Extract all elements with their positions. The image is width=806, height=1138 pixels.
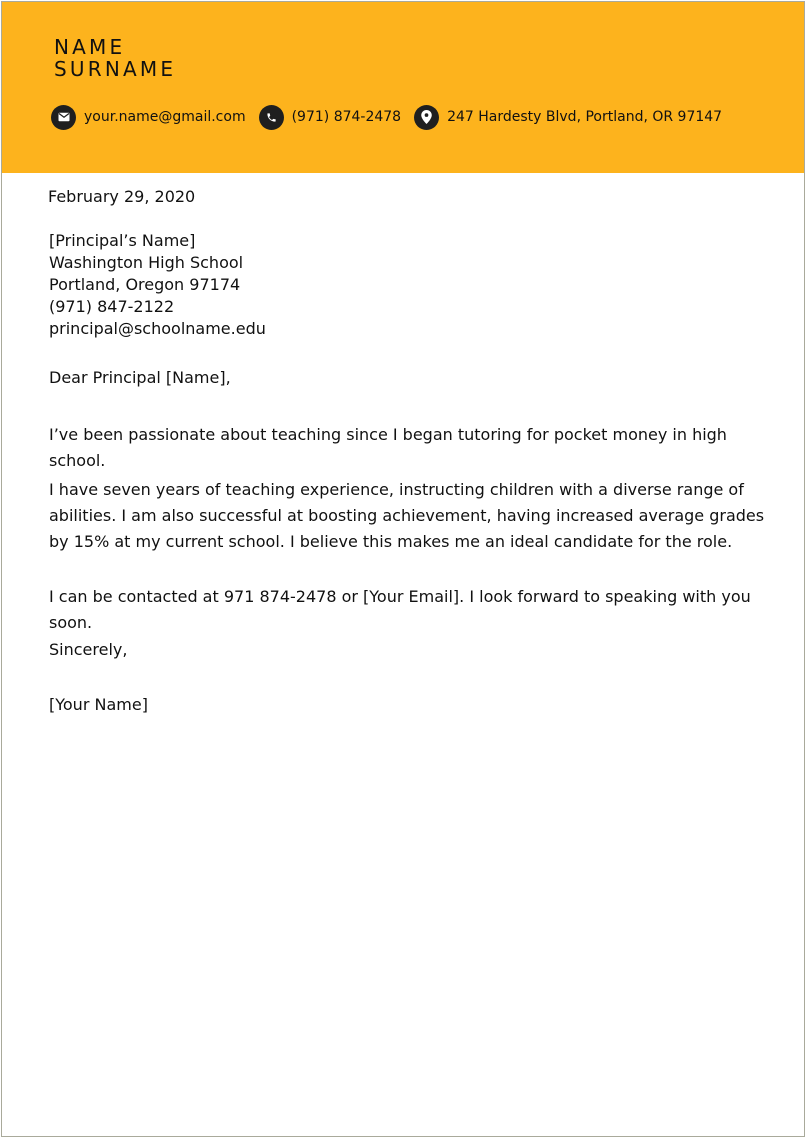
recipient-phone: (971) 847-2122 <box>49 297 175 316</box>
contact-address <box>414 105 722 130</box>
phone-text: (971) 874-2478 <box>291 109 402 125</box>
closing: Sincerely, <box>49 640 128 659</box>
surname: SURNAME <box>54 57 177 81</box>
salutation: Dear Principal [Name], <box>49 368 231 387</box>
recipient-city: Portland, Oregon 97174 <box>49 275 241 294</box>
location-pin-icon <box>414 105 439 130</box>
header-banner <box>2 2 804 173</box>
paragraph-contact: I can be contacted at 971 874-2478 or [Your Email]. I look forward to speaking with you soon. <box>49 587 751 632</box>
paragraph-experience: I have seven years of teaching experience, instructing children with a diverse range of abilities. I am also successful at boosting achievement, having increased average grades by 15% at my current school. I believe this makes me an ideal candidate for the role. <box>49 480 765 551</box>
email-icon <box>51 105 76 130</box>
email-text: your.name@gmail.com <box>84 109 246 125</box>
contact-email <box>51 105 246 130</box>
letter-page <box>1 1 805 1137</box>
address-text: 247 Hardesty Blvd, Portland, OR 97147 <box>447 109 723 125</box>
phone-icon <box>259 105 284 130</box>
contact-phone <box>259 105 402 130</box>
contact-row <box>51 104 735 130</box>
recipient-block <box>49 230 266 340</box>
recipient-school: Washington High School <box>49 253 244 272</box>
letter-date: February 29, 2020 <box>48 187 196 206</box>
first-name: NAME <box>54 35 126 59</box>
paragraph-intro: I’ve been passionate about teaching since I began tutoring for pocket money in high school. <box>49 425 727 470</box>
recipient-email: principal@schoolname.edu <box>49 319 266 338</box>
applicant-name <box>54 36 176 80</box>
recipient-name: [Principal’s Name] <box>49 231 196 250</box>
signature: [Your Name] <box>49 695 148 714</box>
